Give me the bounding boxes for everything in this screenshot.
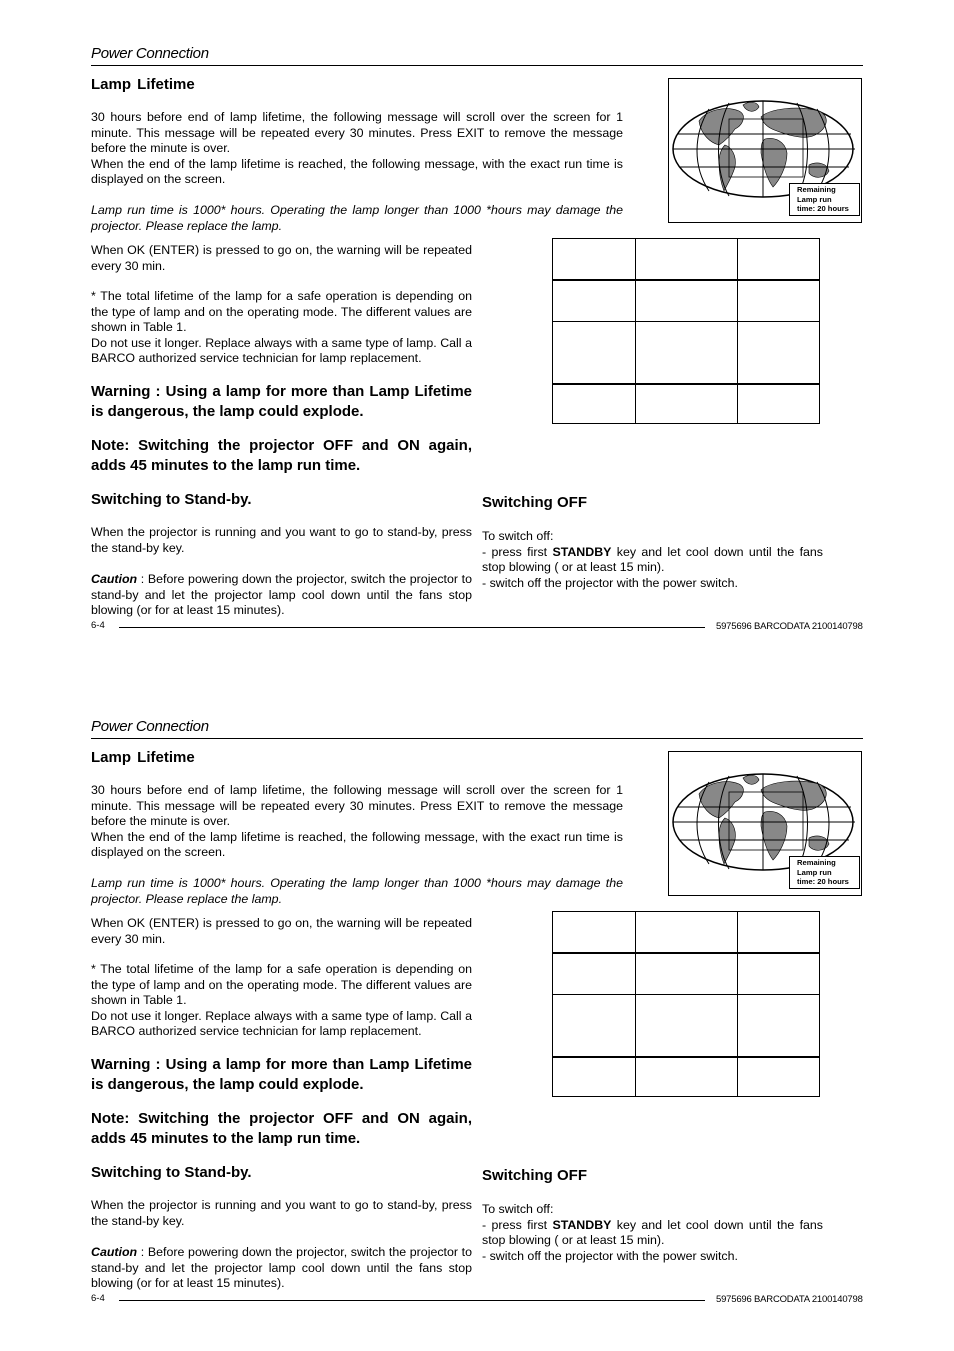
- caution-label: Caution: [91, 1245, 138, 1259]
- intro-text-1: 30 hours before end of lamp lifetime, the following message will scroll over the screen for 1 minute. This message will be repeated every 30 minutes. Press EXIT to remove the message before the minute is over.: [91, 110, 623, 155]
- total-lifetime-paragraph: [91, 289, 472, 367]
- document-code: 5975696 BARCODATA 2100140798: [716, 1294, 863, 1305]
- warning-text: Warning : Using a lamp for more than Lamp Lifetime is dangerous, the lamp could explode.: [91, 383, 472, 420]
- caution-text: : Before powering down the projector, switch the projector to stand-by and let the projector lamp cool down until the fans stop blowing (or for at least 15 minutes).: [91, 572, 472, 617]
- intro-text-1: 30 hours before end of lamp lifetime, the following message will scroll over the screen for 1 minute. This message will be repeated every 30 minutes. Press EXIT to remove the message before the minute is over.: [91, 783, 623, 828]
- switching-off-heading: Switching OFF: [482, 1167, 587, 1184]
- total-lifetime-paragraph: [91, 962, 472, 1040]
- standby-key: STANDBY: [552, 544, 612, 559]
- table-row: [553, 995, 820, 1058]
- total-lifetime-text-2: Do not use it longer. Replace always with a same type of lamp. Call a BARCO authorized service technician for lamp replacement.: [91, 1008, 472, 1038]
- manual-page-2: [0, 673, 954, 1345]
- lamp-lifetime-table: [552, 911, 820, 1097]
- standby-text: When the projector is running and you want to go to stand-by, press the stand-by key.: [91, 525, 472, 555]
- lamp-lifetime-heading: Lamp Lifetime: [91, 76, 195, 93]
- footer-rule: [119, 627, 705, 628]
- table-row: [553, 239, 820, 281]
- caution-label: Caution: [91, 572, 138, 586]
- switching-off-text: [482, 1202, 823, 1264]
- screen-figure: [668, 751, 862, 896]
- header-title: Power Connection: [91, 718, 209, 735]
- footer-rule: [119, 1300, 705, 1301]
- standby-heading: Switching to Stand-by.: [91, 491, 252, 508]
- intro-paragraph: [91, 110, 623, 188]
- table-row: [553, 322, 820, 385]
- off-step-2: - switch off the projector with the power switch.: [482, 1248, 738, 1263]
- page-number: 6-4: [91, 1293, 105, 1304]
- off-step-2: - switch off the projector with the power switch.: [482, 575, 738, 590]
- ok-enter-text: When OK (ENTER) is pressed to go on, the warning will be repeated every 30 min.: [91, 243, 472, 273]
- table-row: [553, 912, 820, 954]
- remaining-lamp-message: Remaining Lamp run time: 20 hours: [789, 856, 860, 889]
- remaining-lamp-message: Remaining Lamp run time: 20 hours: [789, 183, 860, 216]
- caution-paragraph: [91, 572, 472, 619]
- caution-paragraph: [91, 1245, 472, 1292]
- caution-text: : Before powering down the projector, switch the projector to stand-by and let the projector lamp cool down until the fans stop blowing (or for at least 15 minutes).: [91, 1245, 472, 1290]
- intro-text-2: When the end of the lamp lifetime is reached, the following message, with the exact run time is displayed on the screen.: [91, 156, 623, 186]
- run-time-message: Lamp run time is 1000* hours. Operating the lamp longer than 1000 *hours may damage the projector. Please replace the lamp.: [91, 876, 623, 906]
- off-step-1: - press first STANDBY key and let cool down until the fans stop blowing ( or at least 15 min).: [482, 1217, 823, 1247]
- lamp-lifetime-table: [552, 238, 820, 424]
- switching-off-heading: Switching OFF: [482, 494, 587, 511]
- lamp-lifetime-heading: Lamp Lifetime: [91, 749, 195, 766]
- header-rule: [91, 65, 863, 66]
- intro-text-2: When the end of the lamp lifetime is reached, the following message, with the exact run time is displayed on the screen.: [91, 829, 623, 859]
- document-code: 5975696 BARCODATA 2100140798: [716, 621, 863, 632]
- warning-text: Warning : Using a lamp for more than Lamp Lifetime is dangerous, the lamp could explode.: [91, 1056, 472, 1093]
- total-lifetime-text-1: * The total lifetime of the lamp for a safe operation is depending on the type of lamp and on the operating mode. The different values are shown in Table 1.: [91, 962, 472, 1007]
- ok-enter-text: When OK (ENTER) is pressed to go on, the warning will be repeated every 30 min.: [91, 916, 472, 946]
- manual-page-1: [0, 0, 954, 672]
- note-text: Note: Switching the projector OFF and ON again, adds 45 minutes to the lamp run time.: [91, 437, 472, 474]
- standby-key: STANDBY: [552, 1217, 612, 1232]
- total-lifetime-text-1: * The total lifetime of the lamp for a safe operation is depending on the type of lamp and on the operating mode. The different values are shown in Table 1.: [91, 289, 472, 334]
- page-number: 6-4: [91, 620, 105, 631]
- intro-paragraph: [91, 783, 623, 861]
- run-time-message: Lamp run time is 1000* hours. Operating the lamp longer than 1000 *hours may damage the projector. Please replace the lamp.: [91, 203, 623, 233]
- header-rule: [91, 738, 863, 739]
- screen-figure: [668, 78, 862, 223]
- total-lifetime-text-2: Do not use it longer. Replace always with a same type of lamp. Call a BARCO authorized service technician for lamp replacement.: [91, 335, 472, 365]
- header-title: Power Connection: [91, 45, 209, 62]
- table-row: [553, 384, 820, 424]
- standby-heading: Switching to Stand-by.: [91, 1164, 252, 1181]
- off-intro: To switch off:: [482, 529, 554, 543]
- table-row: [553, 280, 820, 322]
- standby-text: When the projector is running and you want to go to stand-by, press the stand-by key.: [91, 1198, 472, 1228]
- switching-off-text: [482, 529, 823, 591]
- off-step-1: - press first STANDBY key and let cool down until the fans stop blowing ( or at least 15 min).: [482, 544, 823, 574]
- table-row: [553, 1057, 820, 1097]
- table-row: [553, 953, 820, 995]
- note-text: Note: Switching the projector OFF and ON again, adds 45 minutes to the lamp run time.: [91, 1110, 472, 1147]
- off-intro: To switch off:: [482, 1202, 554, 1216]
